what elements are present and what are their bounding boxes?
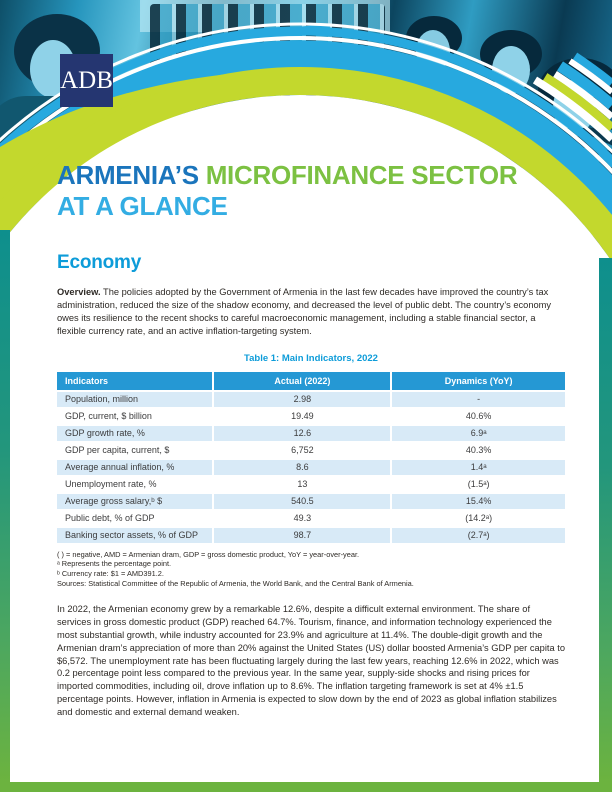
table-footnotes <box>57 550 565 589</box>
cell-indicator: Average annual inflation, % <box>57 460 214 477</box>
title-armenias: ARMENIA’S <box>57 160 199 190</box>
cell-actual: 540.5 <box>214 494 392 511</box>
footnote-a: ᵃ Represents the percentage point. <box>57 559 172 569</box>
cell-actual: 12.6 <box>214 426 392 443</box>
overview-label: Overview. <box>57 287 101 297</box>
table-row <box>57 460 565 477</box>
main-indicators-table <box>57 372 565 545</box>
bottom-green-border <box>0 782 612 792</box>
cell-actual: 13 <box>214 477 392 494</box>
table-row <box>57 477 565 494</box>
swoosh-arc-graphic <box>0 0 612 262</box>
left-gradient-border <box>0 230 10 782</box>
cell-dynamics: 1.4ᵃ <box>392 460 565 477</box>
footnote-abbreviations: ( ) = negative, AMD = Armenian dram, GDP = gross domestic product, YoY = year-over-year. <box>57 549 360 559</box>
section-heading-economy: Economy <box>57 252 142 273</box>
cell-actual: 49.3 <box>214 511 392 528</box>
table-row <box>57 494 565 511</box>
cell-dynamics: 15.4% <box>392 494 565 511</box>
right-gradient-border <box>599 258 612 782</box>
cell-indicator: Unemployment rate, % <box>57 477 214 494</box>
page-title-line2: AT A GLANCE <box>57 191 228 221</box>
table-row <box>57 443 565 460</box>
table-header-row <box>57 372 565 392</box>
col-header-dynamics: Dynamics (YoY) <box>392 372 565 392</box>
cell-actual: 98.7 <box>214 528 392 545</box>
table-row <box>57 392 565 409</box>
overview-paragraph <box>57 286 565 338</box>
cell-indicator: Public debt, % of GDP <box>57 511 214 528</box>
cell-actual: 6,752 <box>214 443 392 460</box>
cell-dynamics: 40.6% <box>392 409 565 426</box>
cell-dynamics: 40.3% <box>392 443 565 460</box>
cell-indicator: GDP per capita, current, $ <box>57 443 214 460</box>
main-content <box>57 240 565 719</box>
cell-dynamics: (2.7ᵃ) <box>392 528 565 545</box>
cell-actual: 19.49 <box>214 409 392 426</box>
economy-2022-paragraph: In 2022, the Armenian economy grew by a remarkable 12.6%, despite a difficult external environment. The share of services in gross domestic product (GDP) reached 64.7%. Tourism, finance, and information technology experienced the most substantial growth, while industry accounted for 23.9% and agriculture at 11.4%. The double-digit growth and the Armenian dram’s appreciation of more than 20% against the United States (US) dollar boosted Armenia’s GDP per capita to $6,572. The unemployment rate has been fluctuating largely during the last few years, reaching 12.6% in 2022, which was 0.2 percentage point less compared to the previous year. In the same year, supply-side shocks and rising prices for imported commodities, including oil, drove inflation up to 8.6%. The inflation targeting framework is set at 4% ±1.5 percentage points. However, inflation in Armenia is expected to slow down by the end of 2023 as global inflation stabilizes and domestic and external demand weaken. <box>57 604 565 717</box>
cell-indicator: Population, million <box>57 392 214 409</box>
col-header-indicators: Indicators <box>57 372 214 392</box>
col-header-actual: Actual (2022) <box>214 372 392 392</box>
table-row <box>57 528 565 545</box>
cell-indicator: GDP, current, $ billion <box>57 409 214 426</box>
cell-actual: 8.6 <box>214 460 392 477</box>
footnote-sources: Sources: Statistical Committee of the Republic of Armenia, the World Bank, and the Central Bank of Armenia. <box>57 578 414 588</box>
table-row <box>57 409 565 426</box>
page-title <box>57 160 517 222</box>
footnote-b: ᵇ Currency rate: $1 = AMD391.2. <box>57 569 164 579</box>
cell-actual: 2.98 <box>214 392 392 409</box>
cell-indicator: Average gross salary,ᵇ $ <box>57 494 214 511</box>
title-microfinance: MICROFINANCE SECTOR <box>205 160 518 190</box>
cell-dynamics: (1.5ᵃ) <box>392 477 565 494</box>
adb-logo-text: ADB <box>60 66 113 94</box>
cell-indicator: GDP growth rate, % <box>57 426 214 443</box>
page-title-line1 <box>57 160 517 191</box>
cell-dynamics: (14.2ᵃ) <box>392 511 565 528</box>
table-row <box>57 426 565 443</box>
header-banner <box>0 0 612 262</box>
overview-text: The policies adopted by the Government of Armenia in the last few decades have improved the country’s tax administration, reduced the size of the shadow economy, and decreased the level of public debt. The country’s economy owes its resilience to the recent shocks to careful macroeconomic management, including a stable financial sector, a flexible currency rate, and an active inflation-targeting system. <box>57 287 552 336</box>
cell-dynamics: 6.9ᵃ <box>392 426 565 443</box>
adb-logo <box>60 54 113 107</box>
cell-dynamics: - <box>392 392 565 409</box>
cell-indicator: Banking sector assets, % of GDP <box>57 528 214 545</box>
table-row <box>57 511 565 528</box>
table-title: Table 1: Main Indicators, 2022 <box>244 352 378 364</box>
